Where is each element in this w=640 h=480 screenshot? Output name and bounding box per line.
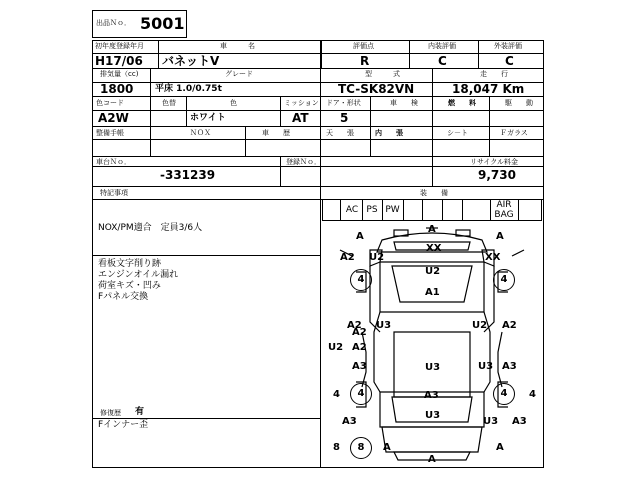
damage-4-l2: 4 [350, 383, 372, 405]
history-label: 車 歴 [262, 129, 290, 137]
damage-a2-l3: A2 [352, 342, 367, 353]
damage-a3-l2: A3 [342, 416, 357, 427]
damage-a2-l4: A2 [352, 327, 367, 338]
equipment-air: AIR [496, 200, 512, 210]
handbook-label: 整備手帳 [96, 129, 124, 137]
nox-label: ＮＯＸ [190, 129, 211, 137]
damage-a2-l: A2 [340, 252, 355, 263]
damage-a-br: A [496, 442, 504, 453]
damage-u2-c: U2 [425, 266, 441, 277]
displacement-label: 排気量（cc) [100, 70, 139, 78]
interior-trim-label: 内 張 [375, 129, 403, 137]
model-label: 型 式 [365, 70, 400, 78]
glass-label: Ｆガラス [500, 129, 528, 137]
chassis-value: -331239 [160, 168, 216, 182]
equipment-bag: BAG [494, 210, 514, 220]
recycle-label: リサイクル料金 [470, 158, 519, 166]
transmission-label: ミッション [284, 99, 319, 107]
equipment-ac: AC [345, 205, 359, 215]
equipment-ps: PS [366, 205, 378, 215]
color-change-label: 色替 [162, 99, 176, 107]
damage-u2-l: U2 [369, 252, 385, 263]
damage-a2-r: A2 [502, 320, 517, 331]
lot-number: 5001 [140, 14, 185, 33]
year-label: 初年度登録年月 [95, 42, 144, 50]
damage-u3-c2: U3 [425, 410, 441, 421]
name-label: 車 名 [220, 42, 255, 50]
damage-a-top: A [428, 224, 436, 235]
damage-4-r: 4 [493, 269, 515, 291]
note-line-2: 看板文字削り跡 [98, 259, 162, 269]
damage-a3-r2: A3 [512, 416, 527, 427]
name-value: バネットV [162, 54, 220, 68]
repair-value: 有 [135, 407, 145, 417]
note-line-1: NOX/PM適合 定員3/6人 [98, 223, 203, 233]
equipment-label: 装 備 [420, 189, 448, 197]
damage-u3-r: U3 [478, 361, 494, 372]
mileage-value: 18,047 Km [452, 82, 525, 96]
trim-label: グレード [225, 70, 253, 78]
damage-a-bl: A [383, 442, 391, 453]
damage-4-num-l: 4 [333, 389, 340, 400]
color-code-label: 色コード [96, 99, 124, 107]
damage-u3-c: U3 [425, 362, 441, 373]
exterior-grade-value: C [505, 54, 514, 68]
damage-a-tr: A [496, 231, 504, 242]
inspection-label: 車 検 [390, 99, 418, 107]
displacement-value: 1800 [100, 82, 134, 96]
damage-a-tl: A [356, 231, 364, 242]
color-label: 色 [230, 99, 237, 107]
damage-xx-r: XX [485, 252, 501, 263]
seat-label: シ－ト [447, 129, 468, 137]
doors-value: 5 [340, 111, 349, 125]
damage-4-r2: 4 [493, 383, 515, 405]
note-line-3: エンジンオイル漏れ [98, 270, 179, 280]
ceiling-label: 天 張 [326, 129, 354, 137]
trim-value: 平床 1.0/0.75t [155, 84, 222, 94]
recycle-value: 9,730 [478, 168, 516, 182]
notes-label: 特記事項 [100, 189, 128, 197]
registration-label: 登録Ｎｏ． [286, 158, 321, 166]
damage-4-l: 4 [350, 269, 372, 291]
note-line-5: Fパネル交換 [98, 292, 149, 302]
damage-u3-l: U3 [376, 320, 392, 331]
damage-a2-l2: A2 [347, 320, 362, 331]
color-code-value: A2W [98, 111, 129, 125]
model-value: TC-SK82VN [338, 82, 415, 96]
equipment-pw: PW [385, 205, 400, 215]
lot-label: 出品Ｎｏ． [96, 19, 131, 27]
interior-grade-label: 内装評価 [428, 42, 456, 50]
damage-a3-r: A3 [502, 361, 517, 372]
damage-8-num: 8 [333, 442, 340, 453]
transmission-value: AT [292, 111, 309, 125]
damage-a-bot: A [428, 454, 436, 465]
damage-a3-l: A3 [352, 361, 367, 372]
exterior-grade-label: 外装評価 [494, 42, 522, 50]
grade-value: R [360, 54, 370, 68]
damage-4-num-r: 4 [529, 389, 536, 400]
mileage-label: 走 行 [480, 70, 508, 78]
doors-label: ドア・形状 [326, 99, 361, 107]
grade-label: 評価点 [353, 42, 374, 50]
color-value: ホワイト [190, 113, 226, 123]
damage-u2-r: U2 [472, 320, 488, 331]
chassis-label: 車台Ｎｏ． [96, 158, 131, 166]
damage-a1: A1 [425, 287, 440, 298]
damage-u2-far: U2 [328, 342, 344, 353]
repair-note: Fインナー歪 [98, 420, 149, 430]
fuel-label: 燃 料 [448, 99, 476, 107]
damage-8-circle: 8 [350, 437, 372, 459]
drive-label: 駆 動 [505, 99, 533, 107]
note-line-4: 荷室キズ・凹み [98, 281, 161, 291]
interior-grade-value: C [438, 54, 447, 68]
damage-xx-top: XX [426, 243, 442, 254]
damage-a3-c: A3 [424, 390, 439, 401]
year-value: H17/06 [95, 54, 143, 68]
damage-u3-r2: U3 [483, 416, 499, 427]
repair-label: 修復歴 [100, 409, 121, 417]
